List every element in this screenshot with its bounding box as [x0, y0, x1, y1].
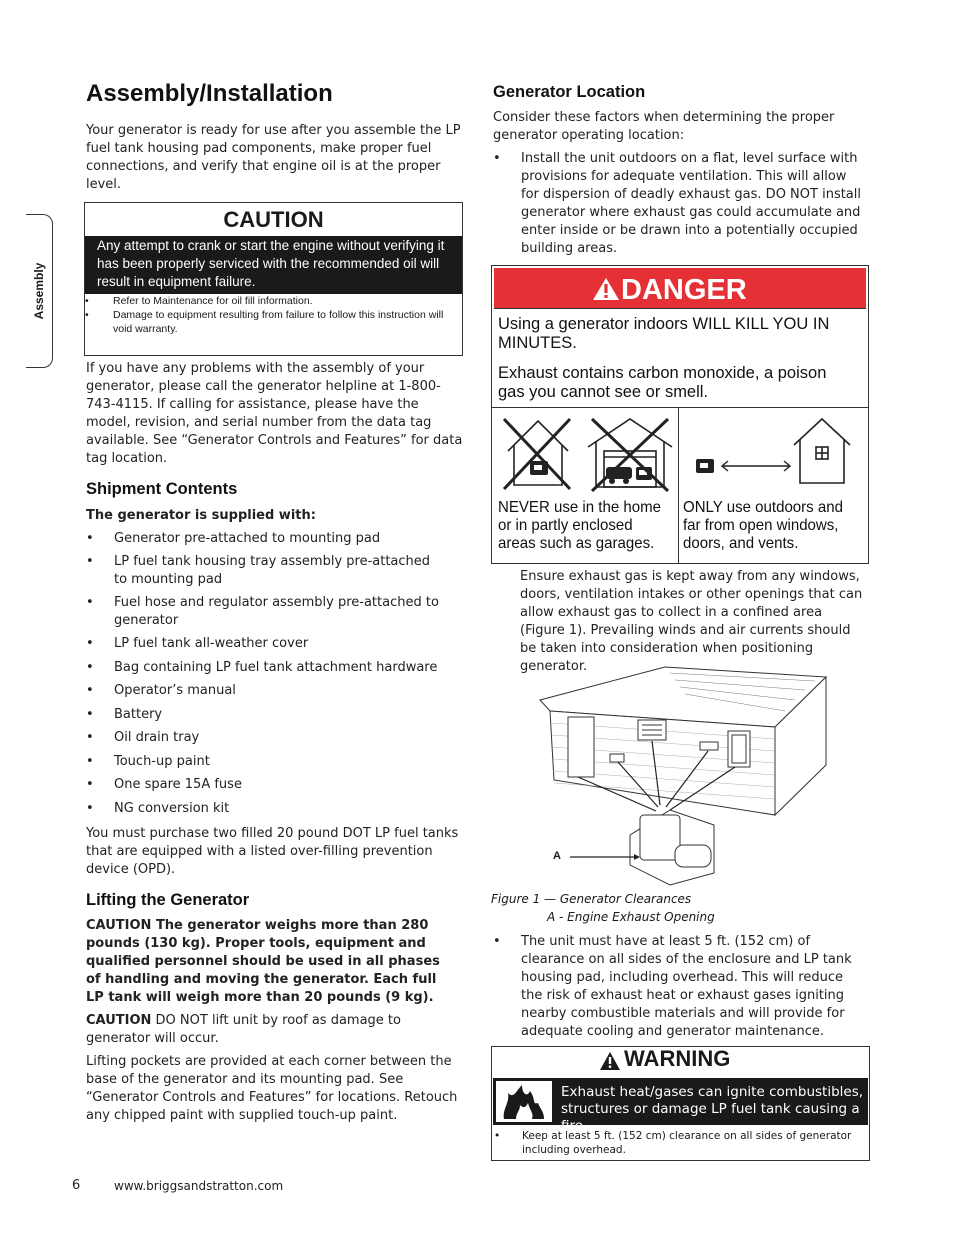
door — [568, 717, 594, 777]
caution-message: Any attempt to crank or start the engine without verifying it has been properly serviced with the recommended oil will result in equipment failure. — [85, 236, 462, 294]
caution-note: • Damage to equipment resulting from failure to follow this instruction will void warranty. — [85, 308, 462, 336]
house-icon — [794, 419, 850, 483]
danger-line-2: Exhaust contains carbon monoxide, a poison gas you cannot see or smell. — [498, 364, 827, 401]
caution-note: • Refer to Maintenance for oil fill information. — [85, 294, 462, 308]
lifting-caution-weight — [86, 917, 452, 1007]
lifting-pockets-paragraph: Lifting pockets are provided at each corner between the base of the generator and its mounting pad. See “Generator Controls and Features” for locations. Retouch any chipped paint with supplied touch-up paint. — [86, 1054, 458, 1123]
window — [728, 731, 750, 767]
callout-a-label: A — [553, 850, 561, 862]
caution-label: CAUTION — [86, 1013, 152, 1028]
generator-icon — [696, 459, 714, 473]
exhaust-paragraph: Ensure exhaust gas is kept away from any windows, doors, ventilation intakes or other openings that can allow exhaust gas to collect in a confined area (Figure 1). Prevailing winds and air currents should be taken into consideration when positioning generator. — [520, 569, 863, 674]
location-list — [493, 150, 867, 258]
warning-message: Exhaust heat/gases can ignite combustibles, structures or damage LP fuel tank causing a fire. — [561, 1084, 864, 1134]
page-title: Assembly/Installation — [86, 80, 333, 107]
helpline-paragraph: If you have any problems with the assembly of your generator, please call the generator helpline at 1-800-743-4115. If calling for assistance, please have the model, revision, and serial number from the data tag available. See “Generator Controls and Features” for data tag location. — [86, 361, 463, 466]
warning-title: WARNING — [624, 1046, 731, 1071]
figure-caption-legend: A - Engine Exhaust Opening — [547, 910, 715, 924]
location-intro: Consider these factors when determining the proper generator operating location: — [493, 110, 835, 143]
warning-notes — [494, 1129, 854, 1157]
page-number: 6 — [72, 1178, 81, 1193]
caution-text: The generator weighs more than 280 pounds (130 kg). Proper tools, equipment and qualified personnel should be used in all phases of handling and moving the generator. Each full LP tank will weigh more than 20 pounds (9 kg). — [86, 918, 440, 1005]
indoor-garage-pictogram — [496, 411, 676, 493]
list-item: • NG conversion kit — [86, 800, 446, 818]
danger-line-1: Using a generator indoors WILL KILL YOU IN MINUTES. — [498, 315, 830, 352]
danger-caption-only: ONLY use outdoors and far from open windows, doors, and vents. — [683, 499, 843, 552]
list-item: • Operator’s manual — [86, 682, 446, 700]
outdoor-distance-pictogram — [682, 411, 862, 493]
warning-box — [491, 1046, 870, 1161]
list-item: • One spare 15A fuse — [86, 776, 446, 794]
wall-vent — [638, 720, 666, 740]
clearance-list — [493, 933, 867, 1041]
double-arrow-icon — [722, 461, 790, 471]
location-heading: Generator Location — [493, 83, 646, 101]
list-item: • Battery — [86, 706, 446, 724]
danger-caption-never: NEVER use in the home or in partly enclosed areas such as garages. — [498, 499, 662, 552]
intro-paragraph: Your generator is ready for use after you assemble the LP fuel tank housing pad components, make proper fuel connections, and verify that engine oil is at the proper level. — [86, 123, 461, 192]
danger-header — [494, 268, 866, 309]
list-item: • Bag containing LP fuel tank attachment hardware — [86, 659, 446, 677]
section-tab-label: Assembly — [32, 262, 46, 320]
list-item: • Touch-up paint — [86, 753, 446, 771]
divider — [678, 407, 679, 563]
warning-bar — [493, 1078, 868, 1134]
warning-note: • Keep at least 5 ft. (152 cm) clearance on all sides of generator including overhead. — [494, 1129, 854, 1157]
caution-notes — [85, 294, 462, 336]
list-item: • The unit must have at least 5 ft. (152 cm) of clearance on all sides of the enclosure and LP tank housing pad, including overhead. This will reduce the risk of exhaust heat or exhaust gases igniting nearby combustible materials and will provide for adequate cooling and generator maintenance. — [493, 933, 867, 1041]
purchase-note: You must purchase two filled 20 pound DOT LP fuel tanks that are equipped with a listed over-filling prevention device (OPD). — [86, 826, 459, 877]
lifting-heading: Lifting the Generator — [86, 891, 250, 909]
list-item: • Fuel hose and regulator assembly pre-attached to generator — [86, 594, 446, 630]
list-item: • Oil drain tray — [86, 729, 446, 747]
alert-triangle-icon — [599, 1051, 621, 1071]
section-tab — [26, 214, 53, 368]
lifting-caution-roof — [86, 1012, 456, 1048]
fire-icon — [496, 1081, 552, 1122]
divider — [492, 407, 868, 408]
shipment-heading: Shipment Contents — [86, 480, 238, 498]
alert-triangle-icon — [592, 277, 620, 301]
generator-unit — [630, 810, 714, 885]
generator-clearance-figure — [530, 665, 830, 890]
figure-caption — [491, 890, 715, 926]
list-item: • LP fuel tank housing tray assembly pre-attached to mounting pad — [86, 553, 446, 589]
figure-caption-title: Figure 1 — Generator Clearances — [491, 892, 692, 906]
footer-url: www.briggsandstratton.com — [114, 1179, 284, 1193]
caution-label: CAUTION — [86, 918, 152, 933]
list-item: • Install the unit outdoors on a flat, level surface with provisions for adequate ventilation. This will allow for dispersion of deadly exhaust gas. DO NOT install generator where exhaust gas could accumulate and enter inside or be drawn into a potentially occupied building areas. — [493, 150, 867, 258]
shipment-list — [86, 530, 446, 818]
caution-text: DO NOT lift unit by roof as damage to generator will occur. — [86, 1013, 401, 1046]
shipment-subheading: The generator is supplied with: — [86, 508, 316, 523]
caution-box — [84, 202, 463, 356]
list-item: • LP fuel tank all-weather cover — [86, 635, 446, 653]
list-item: • Generator pre-attached to mounting pad — [86, 530, 446, 548]
caution-title: CAUTION — [223, 207, 324, 232]
danger-box — [491, 265, 869, 564]
danger-title: DANGER — [621, 274, 747, 306]
